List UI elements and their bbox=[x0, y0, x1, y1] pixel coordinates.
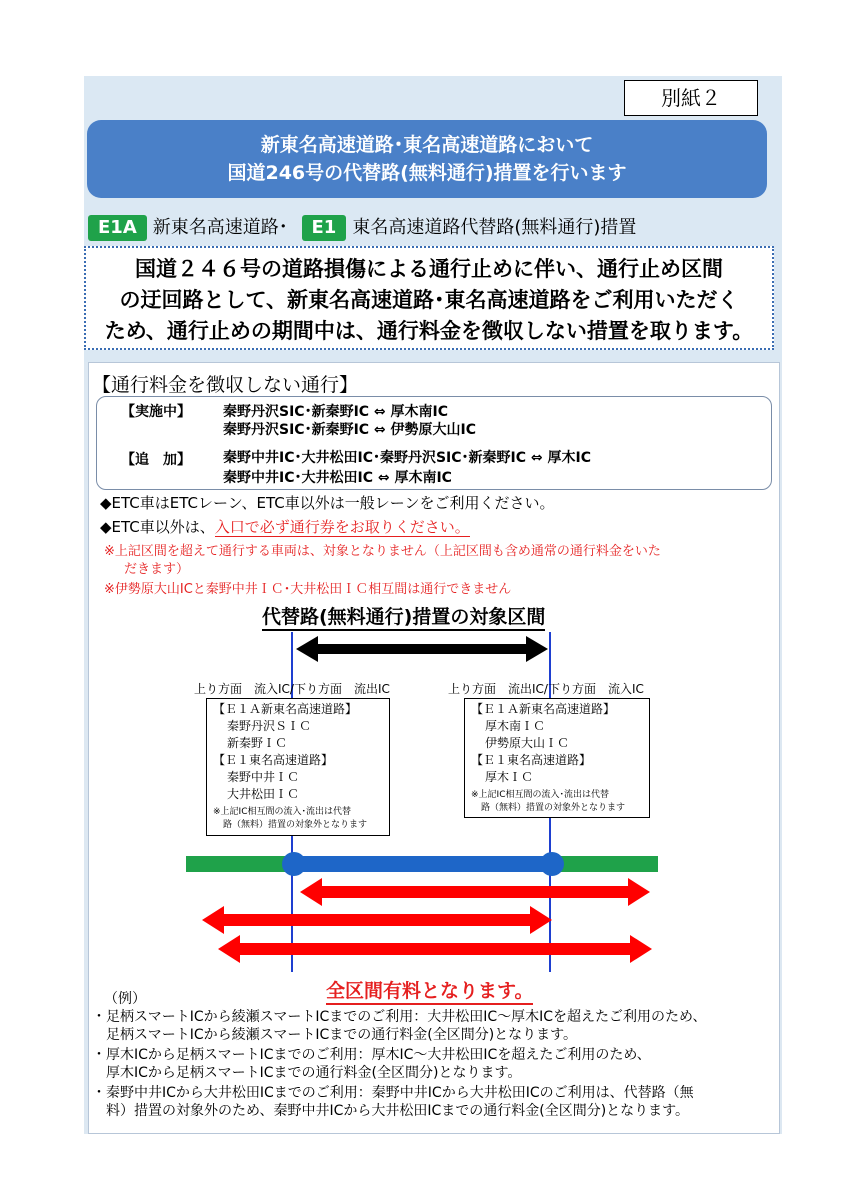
subtitle-part-1: 新東名高速道路･ bbox=[152, 217, 288, 238]
etc-note-2-prefix: ◆ETC車以外は、 bbox=[100, 518, 215, 536]
added-route-2: 秦野中井IC･大井松田IC ⇔ 厚木南IC bbox=[223, 470, 452, 486]
route-badge-e1: E1 bbox=[302, 215, 347, 241]
full-paid-label: 全区間有料となります。 bbox=[326, 976, 533, 1005]
left-ic-box bbox=[206, 698, 390, 836]
left-box-head-2: 【Ｅ１東名高速道路】 bbox=[213, 753, 334, 767]
right-box-fine-2: 路（無料）措置の対象外となります bbox=[481, 803, 626, 813]
example-2a: ・厚木ICから足柄スマートICまでのご利用：厚木IC～大井松田ICを超えたご利用のため、 bbox=[92, 1047, 651, 1063]
right-ic-node bbox=[540, 852, 564, 876]
right-box-item-1: 厚木南ＩＣ bbox=[485, 719, 546, 733]
notice-line-3: ため、通行止めの期間中は、通行料金を徴収しない措置を取ります。 bbox=[104, 319, 754, 343]
left-box-item-4: 大井松田ＩＣ bbox=[227, 787, 300, 801]
left-box-fine-2: 路（無料）措置の対象外となります bbox=[223, 820, 368, 830]
title-line-1: 新東名高速道路･東名高速道路において bbox=[260, 134, 594, 156]
right-box-item-2: 伊勢原大山ＩＣ bbox=[485, 736, 570, 750]
right-ic-box bbox=[464, 698, 650, 818]
warning-1b: だきます） bbox=[124, 562, 190, 577]
warning-1a: ※上記区間を超えて通行する車両は、対象となりません（上記区間も含め通常の通行料金をいた bbox=[104, 544, 661, 559]
right-direction-label: 上り方面 流出IC/下り方面 流入IC bbox=[448, 682, 644, 696]
label-current: 【実施中】 bbox=[121, 404, 191, 420]
left-box-item-3: 秦野中井ＩＣ bbox=[227, 770, 300, 784]
example-1a: ・足柄スマートICから綾瀬スマートICまでのご利用：大井松田IC～厚木ICを超えたご利用のため、 bbox=[92, 1009, 707, 1025]
left-box-item-2: 新秦野ＩＣ bbox=[227, 736, 288, 750]
notice-line-2: の迂回路として、新東名高速道路･東名高速道路をご利用いただく bbox=[119, 288, 739, 312]
red-arrow-2 bbox=[202, 906, 552, 934]
notice-line-1: 国道２４６号の道路損傷による通行止めに伴い、通行止め区間 bbox=[135, 257, 723, 281]
example-2b: 厚木ICから足柄スマートICまでの通行料金(全区間分)となります。 bbox=[106, 1065, 522, 1081]
left-box-fine-1: ※上記IC相互間の流入･流出は代替 bbox=[213, 807, 351, 817]
right-box-head-2: 【Ｅ１東名高速道路】 bbox=[471, 753, 592, 767]
free-section-header: 【通行料金を徴収しない通行】 bbox=[92, 374, 359, 396]
label-added: 【追 加】 bbox=[121, 452, 191, 468]
example-3a: ・秦野中井ICから大井松田ICまでのご利用：秦野中井ICから大井松田ICのご利用は、代替路（無 bbox=[92, 1085, 694, 1101]
red-arrow-1 bbox=[300, 878, 650, 906]
right-box-head-1: 【Ｅ１Ａ新東名高速道路】 bbox=[471, 702, 616, 716]
red-arrow-3 bbox=[218, 935, 652, 963]
added-route-1: 秦野中井IC･大井松田IC･秦野丹沢SIC･新秦野IC ⇔ 厚木IC bbox=[223, 450, 591, 466]
example-1b: 足柄スマートICから綾瀬スマートICまでの通行料金(全区間分)となります。 bbox=[106, 1027, 578, 1043]
right-box-item-3: 厚木ＩＣ bbox=[485, 770, 534, 784]
title-line-2: 国道246号の代替路(無料通行)措置を行います bbox=[227, 162, 627, 184]
left-direction-label: 上り方面 流入IC/下り方面 流出IC bbox=[194, 682, 390, 696]
etc-note-2-red: 入口で必ず通行券をお取りください。 bbox=[214, 518, 470, 536]
left-box-item-1: 秦野丹沢ＳＩＣ bbox=[227, 719, 312, 733]
free-section-blue-bar bbox=[292, 856, 550, 872]
diagram-title: 代替路(無料通行)措置の対象区間 bbox=[262, 602, 545, 631]
left-box-head-1: 【Ｅ１Ａ新東名高速道路】 bbox=[213, 702, 358, 716]
right-box-fine-1: ※上記IC相互間の流入･流出は代替 bbox=[471, 790, 609, 800]
example-head: （例） bbox=[104, 991, 146, 1007]
etc-note-1: ◆ETC車はETCレーン、ETC車以外は一般レーンをご利用ください。 bbox=[100, 494, 555, 512]
route-badge-e1a: E1A bbox=[88, 215, 147, 241]
target-section-arrow bbox=[296, 636, 548, 662]
example-3b: 料）措置の対象外のため、秦野中井ICから大井松田ICまでの通行料金(全区間分)となります。 bbox=[106, 1103, 690, 1119]
subtitle-part-2: 東名高速道路代替路(無料通行)措置 bbox=[352, 217, 637, 238]
attachment-tag: 別紙２ bbox=[624, 80, 758, 116]
warning-2: ※伊勢原大山ICと秦野中井ＩＣ･大井松田ＩＣ相互間は通行できません bbox=[104, 582, 512, 597]
current-route-1: 秦野丹沢SIC･新秦野IC ⇔ 厚木南IC bbox=[223, 404, 449, 420]
left-ic-node bbox=[282, 852, 306, 876]
current-route-2: 秦野丹沢SIC･新秦野IC ⇔ 伊勢原大山IC bbox=[223, 422, 477, 438]
